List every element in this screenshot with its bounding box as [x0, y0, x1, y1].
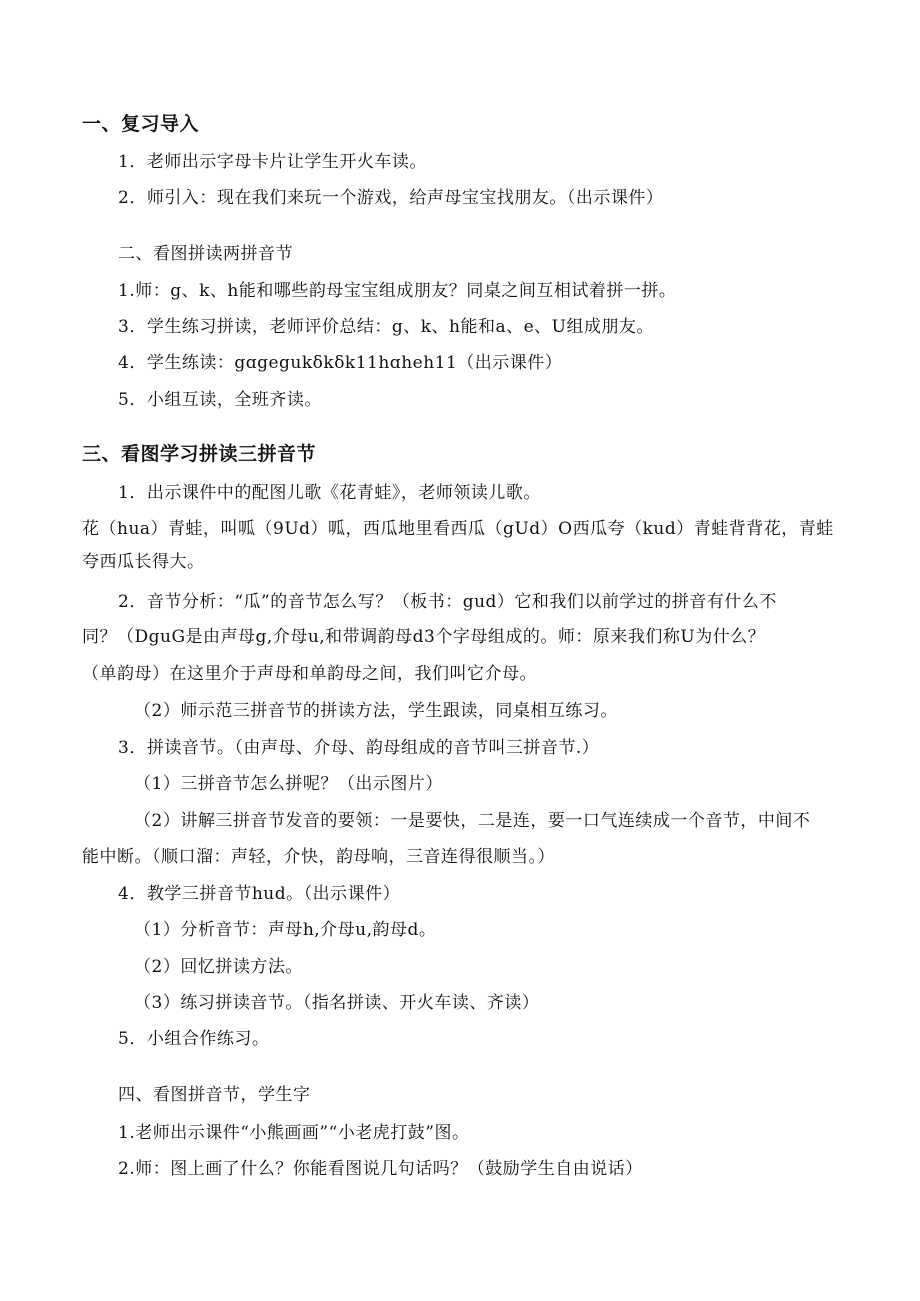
- section-heading-review: 一、复习导入: [82, 113, 200, 135]
- paragraph: 同？（DguG是由声母g,介母u,和带调韵母d3个字母组成的。师：原来我们称U为什么？: [82, 627, 766, 647]
- section-heading-learn-characters: 四、看图拼音节，学生字: [118, 1085, 311, 1105]
- paragraph: 5．小组互读，全班齐读。: [118, 390, 322, 410]
- paragraph: （3）练习拼读音节。（指名拼读、开火车读、齐读）: [134, 993, 540, 1013]
- paragraph: 花（hua）青蛙，叫呱（9Ud）呱，西瓜地里看西瓜（gUd）O西瓜夸（kud）青蛙背背花，青蛙: [82, 519, 834, 539]
- paragraph: （1）三拼音节怎么拼呢？（出示图片）: [134, 774, 443, 794]
- paragraph: （2）回忆拼读方法。: [134, 957, 303, 977]
- paragraph: 能中断。（顺口溜：声轻，介快，韵母响，三音连得很顺当。）: [82, 847, 555, 867]
- paragraph: （2）师示范三拼音节的拼读方法，学生跟读，同桌相互练习。: [134, 701, 618, 721]
- paragraph: 1．出示课件中的配图儿歌《花青蛙》，老师领读儿歌。: [118, 483, 541, 503]
- paragraph: 4．教学三拼音节hud。（出示课件）: [118, 884, 401, 904]
- paragraph: 3．拼读音节。（由声母、介母、韵母组成的音节叫三拼音节.）: [118, 738, 600, 758]
- paragraph: 2．音节分析：“瓜”的音节怎么写？（板书：gud）它和我们以前学过的拼音有什么不: [118, 592, 777, 612]
- paragraph: 2.师：图上画了什么？你能看图说几句话吗？（鼓励学生自由说话）: [118, 1159, 643, 1179]
- paragraph: 1．老师出示字母卡片让学生开火车读。: [118, 152, 427, 172]
- section-heading-three-spell: 三、看图学习拼读三拼音节: [82, 443, 317, 465]
- paragraph: （1）分析音节：声母h,介母u,韵母d。: [134, 920, 437, 940]
- section-heading-two-spell: 二、看图拼读两拼音节: [118, 244, 293, 264]
- paragraph: 夸西瓜长得大。: [82, 552, 205, 572]
- paragraph: 1.师：g、k、h能和哪些韵母宝宝组成朋友？同桌之间互相试着拼一拼。: [118, 281, 677, 301]
- paragraph: （单韵母）在这里介于声母和单韵母之间，我们叫它介母。: [82, 664, 537, 684]
- paragraph: 2．师引入：现在我们来玩一个游戏，给声母宝宝找朋友。（出示课件）: [118, 188, 664, 208]
- paragraph: （2）讲解三拼音节发音的要领：一是要快，二是连，要一口气连续成一个音节，中间不: [134, 811, 811, 831]
- paragraph: 4．学生练读：gɑgegukδkδk11hɑheh11（出示课件）: [118, 353, 563, 373]
- paragraph: 3．学生练习拼读，老师评价总结：g、k、h能和a、e、U组成朋友。: [118, 317, 654, 337]
- paragraph: 5．小组合作练习。: [118, 1029, 270, 1049]
- paragraph: 1.老师出示课件“小熊画画”“小老虎打鼓”图。: [118, 1123, 470, 1143]
